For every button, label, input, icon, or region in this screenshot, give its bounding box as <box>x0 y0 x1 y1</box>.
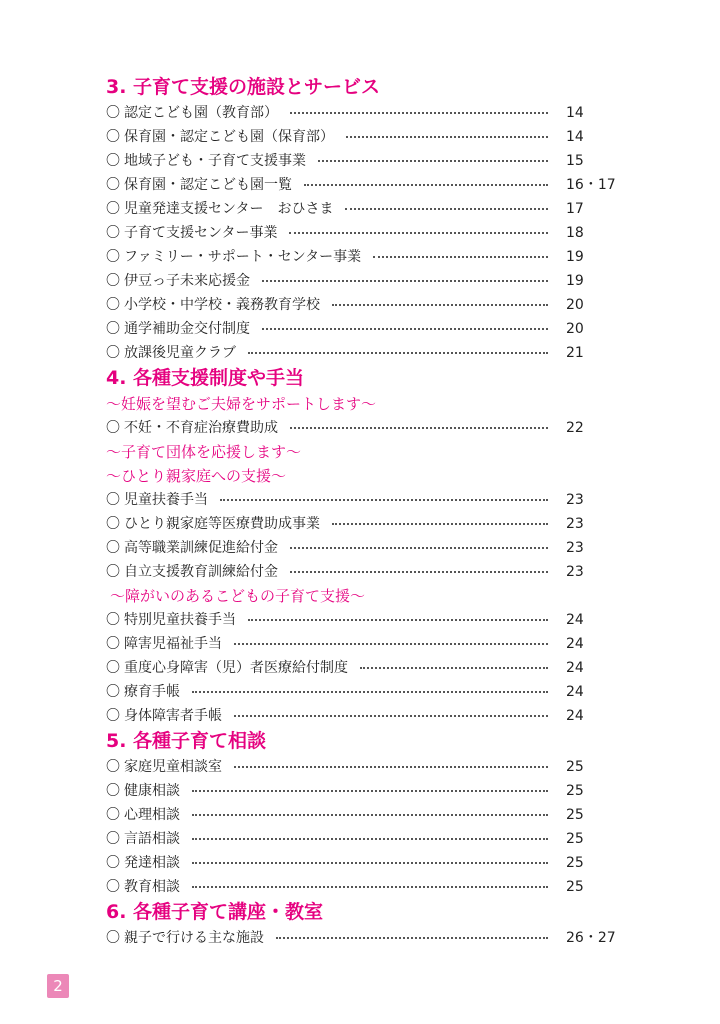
circle-bullet-icon: 〇 <box>106 177 120 193</box>
dot-leader <box>220 499 548 501</box>
dot-leader <box>192 691 548 693</box>
toc-entry-page: 22 <box>566 420 584 436</box>
circle-bullet-icon: 〇 <box>106 855 120 871</box>
toc-entry-page: 20 <box>566 321 584 337</box>
dot-leader <box>346 136 548 138</box>
page-number-badge: 2 <box>47 974 69 998</box>
dot-leader <box>318 160 548 162</box>
circle-bullet-icon: 〇 <box>106 879 120 895</box>
dot-leader <box>192 862 548 864</box>
toc-entry-page: 14 <box>566 129 584 145</box>
toc-entry-title: 療育手帳 <box>124 684 180 700</box>
toc-entry <box>106 149 636 173</box>
toc-entry-page: 14 <box>566 105 584 121</box>
dot-leader <box>192 886 548 888</box>
toc-entry <box>106 851 636 875</box>
toc-entry-title: 障害児福祉手当 <box>124 636 222 652</box>
dot-leader <box>290 112 548 114</box>
toc-entry <box>106 197 636 221</box>
toc-entry-page: 19 <box>566 273 584 289</box>
toc-entry-title: 自立支援教育訓練給付金 <box>124 564 278 580</box>
circle-bullet-icon: 〇 <box>106 759 120 775</box>
circle-bullet-icon: 〇 <box>106 321 120 337</box>
toc-entry <box>106 101 636 125</box>
toc-entry <box>106 125 636 149</box>
toc-entry-page: 25 <box>566 807 584 823</box>
toc-entry <box>106 488 636 512</box>
dot-leader <box>234 715 548 717</box>
toc-entry <box>106 293 636 317</box>
dot-leader <box>248 619 548 621</box>
toc-entry-title: 健康相談 <box>124 783 180 799</box>
dot-leader <box>332 304 548 306</box>
toc-entry-title: 放課後児童クラブ <box>124 345 236 361</box>
toc-entry-page: 24 <box>566 708 584 724</box>
dot-leader <box>234 643 548 645</box>
toc-entry <box>106 416 636 440</box>
toc-entry <box>106 827 636 851</box>
dot-leader <box>345 208 548 210</box>
circle-bullet-icon: 〇 <box>106 660 120 676</box>
toc-entry-title: 小学校・中学校・義務教育学校 <box>124 297 320 313</box>
toc-entry <box>106 632 636 656</box>
toc-entry-title: 保育園・認定こども園一覧 <box>124 177 292 193</box>
subsection-heading: ～妊娠を望むご夫婦をサポートします～ <box>106 395 377 413</box>
toc-entry-title: 発達相談 <box>124 855 180 871</box>
circle-bullet-icon: 〇 <box>106 201 120 217</box>
toc-entry-title: 身体障害者手帳 <box>124 708 222 724</box>
toc-entry-title: 伊豆っ子未来応援金 <box>124 273 250 289</box>
toc-entry-page: 16・17 <box>566 177 616 193</box>
circle-bullet-icon: 〇 <box>106 708 120 724</box>
dot-leader <box>373 256 548 258</box>
circle-bullet-icon: 〇 <box>106 684 120 700</box>
circle-bullet-icon: 〇 <box>106 105 120 121</box>
toc-entry <box>106 512 636 536</box>
toc-entry <box>106 680 636 704</box>
toc-entry-page: 25 <box>566 783 584 799</box>
toc-entry-title: ファミリー・サポート・センター事業 <box>124 249 362 265</box>
toc-entry-page: 25 <box>566 855 584 871</box>
toc-entry <box>106 341 636 365</box>
toc-entry-title: 子育て支援センター事業 <box>124 225 278 241</box>
circle-bullet-icon: 〇 <box>106 516 120 532</box>
toc-entry-title: 言語相談 <box>124 831 180 847</box>
toc-entry <box>106 173 636 197</box>
toc-entry <box>106 875 636 899</box>
toc-entry-title: 保育園・認定こども園（保育部） <box>124 129 334 145</box>
toc-entry-page: 21 <box>566 345 584 361</box>
toc-entry-title: 心理相談 <box>124 807 180 823</box>
section-heading: 5. 各種子育て相談 <box>106 730 267 752</box>
circle-bullet-icon: 〇 <box>106 564 120 580</box>
circle-bullet-icon: 〇 <box>106 540 120 556</box>
dot-leader <box>290 427 548 429</box>
dot-leader <box>192 790 548 792</box>
toc-entry-page: 25 <box>566 879 584 895</box>
toc-entry-title: 認定こども園（教育部） <box>124 105 278 121</box>
toc-entry <box>106 656 636 680</box>
dot-leader <box>276 937 548 939</box>
section-heading: 4. 各種支援制度や手当 <box>106 367 305 389</box>
toc-entry <box>106 245 636 269</box>
toc-entry <box>106 317 636 341</box>
circle-bullet-icon: 〇 <box>106 129 120 145</box>
dot-leader <box>248 352 548 354</box>
section-heading: 6. 各種子育て講座・教室 <box>106 901 324 923</box>
dot-leader <box>192 814 548 816</box>
toc-entry-title: 地域子ども・子育て支援事業 <box>124 153 306 169</box>
toc-entry-page: 23 <box>566 540 584 556</box>
circle-bullet-icon: 〇 <box>106 783 120 799</box>
toc-entry-page: 15 <box>566 153 584 169</box>
circle-bullet-icon: 〇 <box>106 831 120 847</box>
toc-entry-page: 26・27 <box>566 930 616 946</box>
toc-entry <box>106 560 636 584</box>
toc-entry <box>106 536 636 560</box>
subsection-heading: ～子育て団体を応援します～ <box>106 443 302 461</box>
table-of-contents <box>106 74 636 950</box>
dot-leader <box>290 571 548 573</box>
toc-entry <box>106 779 636 803</box>
toc-entry-page: 24 <box>566 684 584 700</box>
toc-entry-title: 親子で行ける主な施設 <box>124 930 264 946</box>
toc-entry <box>106 704 636 728</box>
toc-entry-title: 通学補助金交付制度 <box>124 321 250 337</box>
toc-entry-page: 19 <box>566 249 584 265</box>
circle-bullet-icon: 〇 <box>106 636 120 652</box>
circle-bullet-icon: 〇 <box>106 420 120 436</box>
toc-entry-title: 不妊・不育症治療費助成 <box>124 420 278 436</box>
circle-bullet-icon: 〇 <box>106 153 120 169</box>
toc-entry-title: 家庭児童相談室 <box>124 759 222 775</box>
circle-bullet-icon: 〇 <box>106 225 120 241</box>
toc-entry <box>106 755 636 779</box>
dot-leader <box>192 838 548 840</box>
toc-entry-page: 20 <box>566 297 584 313</box>
circle-bullet-icon: 〇 <box>106 612 120 628</box>
toc-entry <box>106 221 636 245</box>
toc-entry-title: 重度心身障害（児）者医療給付制度 <box>124 660 348 676</box>
dot-leader <box>360 667 548 669</box>
dot-leader <box>290 547 548 549</box>
toc-entry <box>106 803 636 827</box>
circle-bullet-icon: 〇 <box>106 249 120 265</box>
dot-leader <box>262 280 548 282</box>
toc-entry-title: 児童発達支援センター おひさま <box>124 201 334 217</box>
circle-bullet-icon: 〇 <box>106 273 120 289</box>
toc-entry-title: 児童扶養手当 <box>124 492 208 508</box>
circle-bullet-icon: 〇 <box>106 345 120 361</box>
toc-entry-page: 24 <box>566 612 584 628</box>
toc-entry-title: ひとり親家庭等医療費助成事業 <box>124 516 320 532</box>
toc-entry-title: 高等職業訓練促進給付金 <box>124 540 278 556</box>
dot-leader <box>332 523 548 525</box>
dot-leader <box>262 328 548 330</box>
toc-entry <box>106 608 636 632</box>
dot-leader <box>289 232 548 234</box>
circle-bullet-icon: 〇 <box>106 492 120 508</box>
toc-entry <box>106 926 636 950</box>
circle-bullet-icon: 〇 <box>106 297 120 313</box>
toc-entry-page: 23 <box>566 564 584 580</box>
toc-entry-title: 教育相談 <box>124 879 180 895</box>
toc-entry-page: 24 <box>566 636 584 652</box>
dot-leader <box>234 766 548 768</box>
toc-entry-page: 25 <box>566 759 584 775</box>
circle-bullet-icon: 〇 <box>106 807 120 823</box>
toc-entry-page: 24 <box>566 660 584 676</box>
toc-entry-page: 25 <box>566 831 584 847</box>
toc-entry-page: 18 <box>566 225 584 241</box>
toc-entry <box>106 269 636 293</box>
subsection-heading: ～ひとり親家庭への支援～ <box>106 467 287 485</box>
dot-leader <box>304 184 548 186</box>
subsection-heading: ～障がいのあるこどもの子育て支援～ <box>110 587 366 605</box>
toc-entry-page: 23 <box>566 492 584 508</box>
section-heading: 3. 子育て支援の施設とサービス <box>106 76 381 98</box>
toc-entry-title: 特別児童扶養手当 <box>124 612 236 628</box>
circle-bullet-icon: 〇 <box>106 930 120 946</box>
toc-entry-page: 17 <box>566 201 584 217</box>
toc-entry-page: 23 <box>566 516 584 532</box>
